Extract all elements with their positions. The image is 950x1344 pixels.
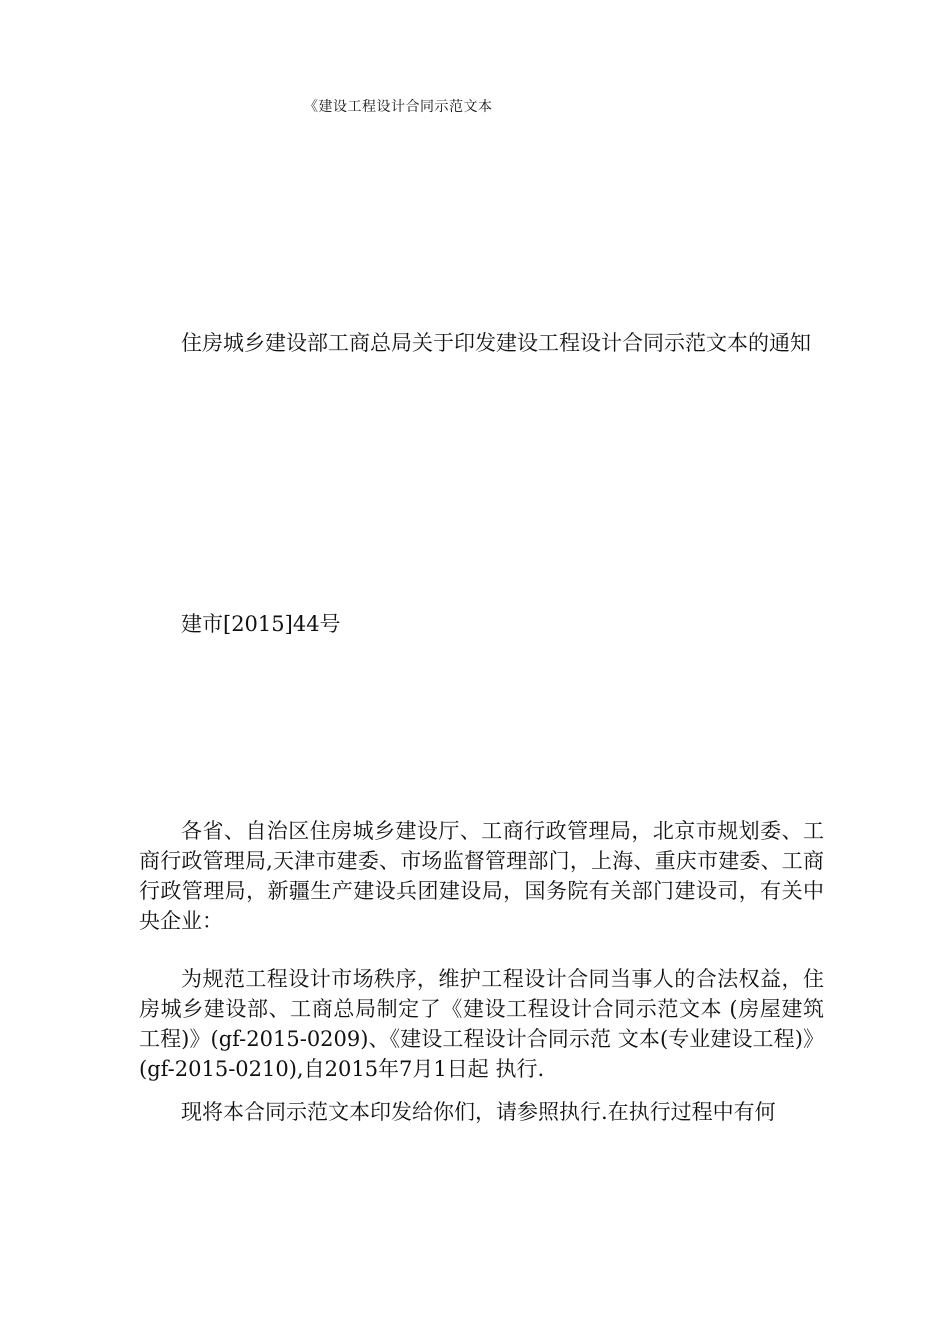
document-number: 建市[2015]44号	[181, 612, 341, 636]
page-header: 《建设工程设计合同示范文本	[304, 99, 493, 115]
body-paragraph-2: 现将本合同示范文本印发给你们，请参照执行.在执行过程中有何	[181, 1100, 776, 1124]
body-paragraph-1: 为规范工程设计市场秩序，维护工程设计合同当事人的合法权益，住房城乡建设部、工商总局制定了《建设工程设计合同示范文本 (房屋建筑工程)》(gf-2015-0209)、《建设工程设计合同示范 文本(专业建设工程)》(gf-2015-0210),自2015年7月1日起 执行.	[139, 967, 824, 1081]
addressee-paragraph: 各省、自治区住房城乡建设厅、工商行政管理局，北京市规划委、工商行政管理局,天津市建委、市场监督管理部门，上海、重庆市建委、工商行政管理局，新疆生产建设兵团建设局，国务院有关部门建设司，有关中央企业：	[139, 819, 824, 933]
document-title: 住房城乡建设部工商总局关于印发建设工程设计合同示范文本的通知	[181, 331, 811, 355]
